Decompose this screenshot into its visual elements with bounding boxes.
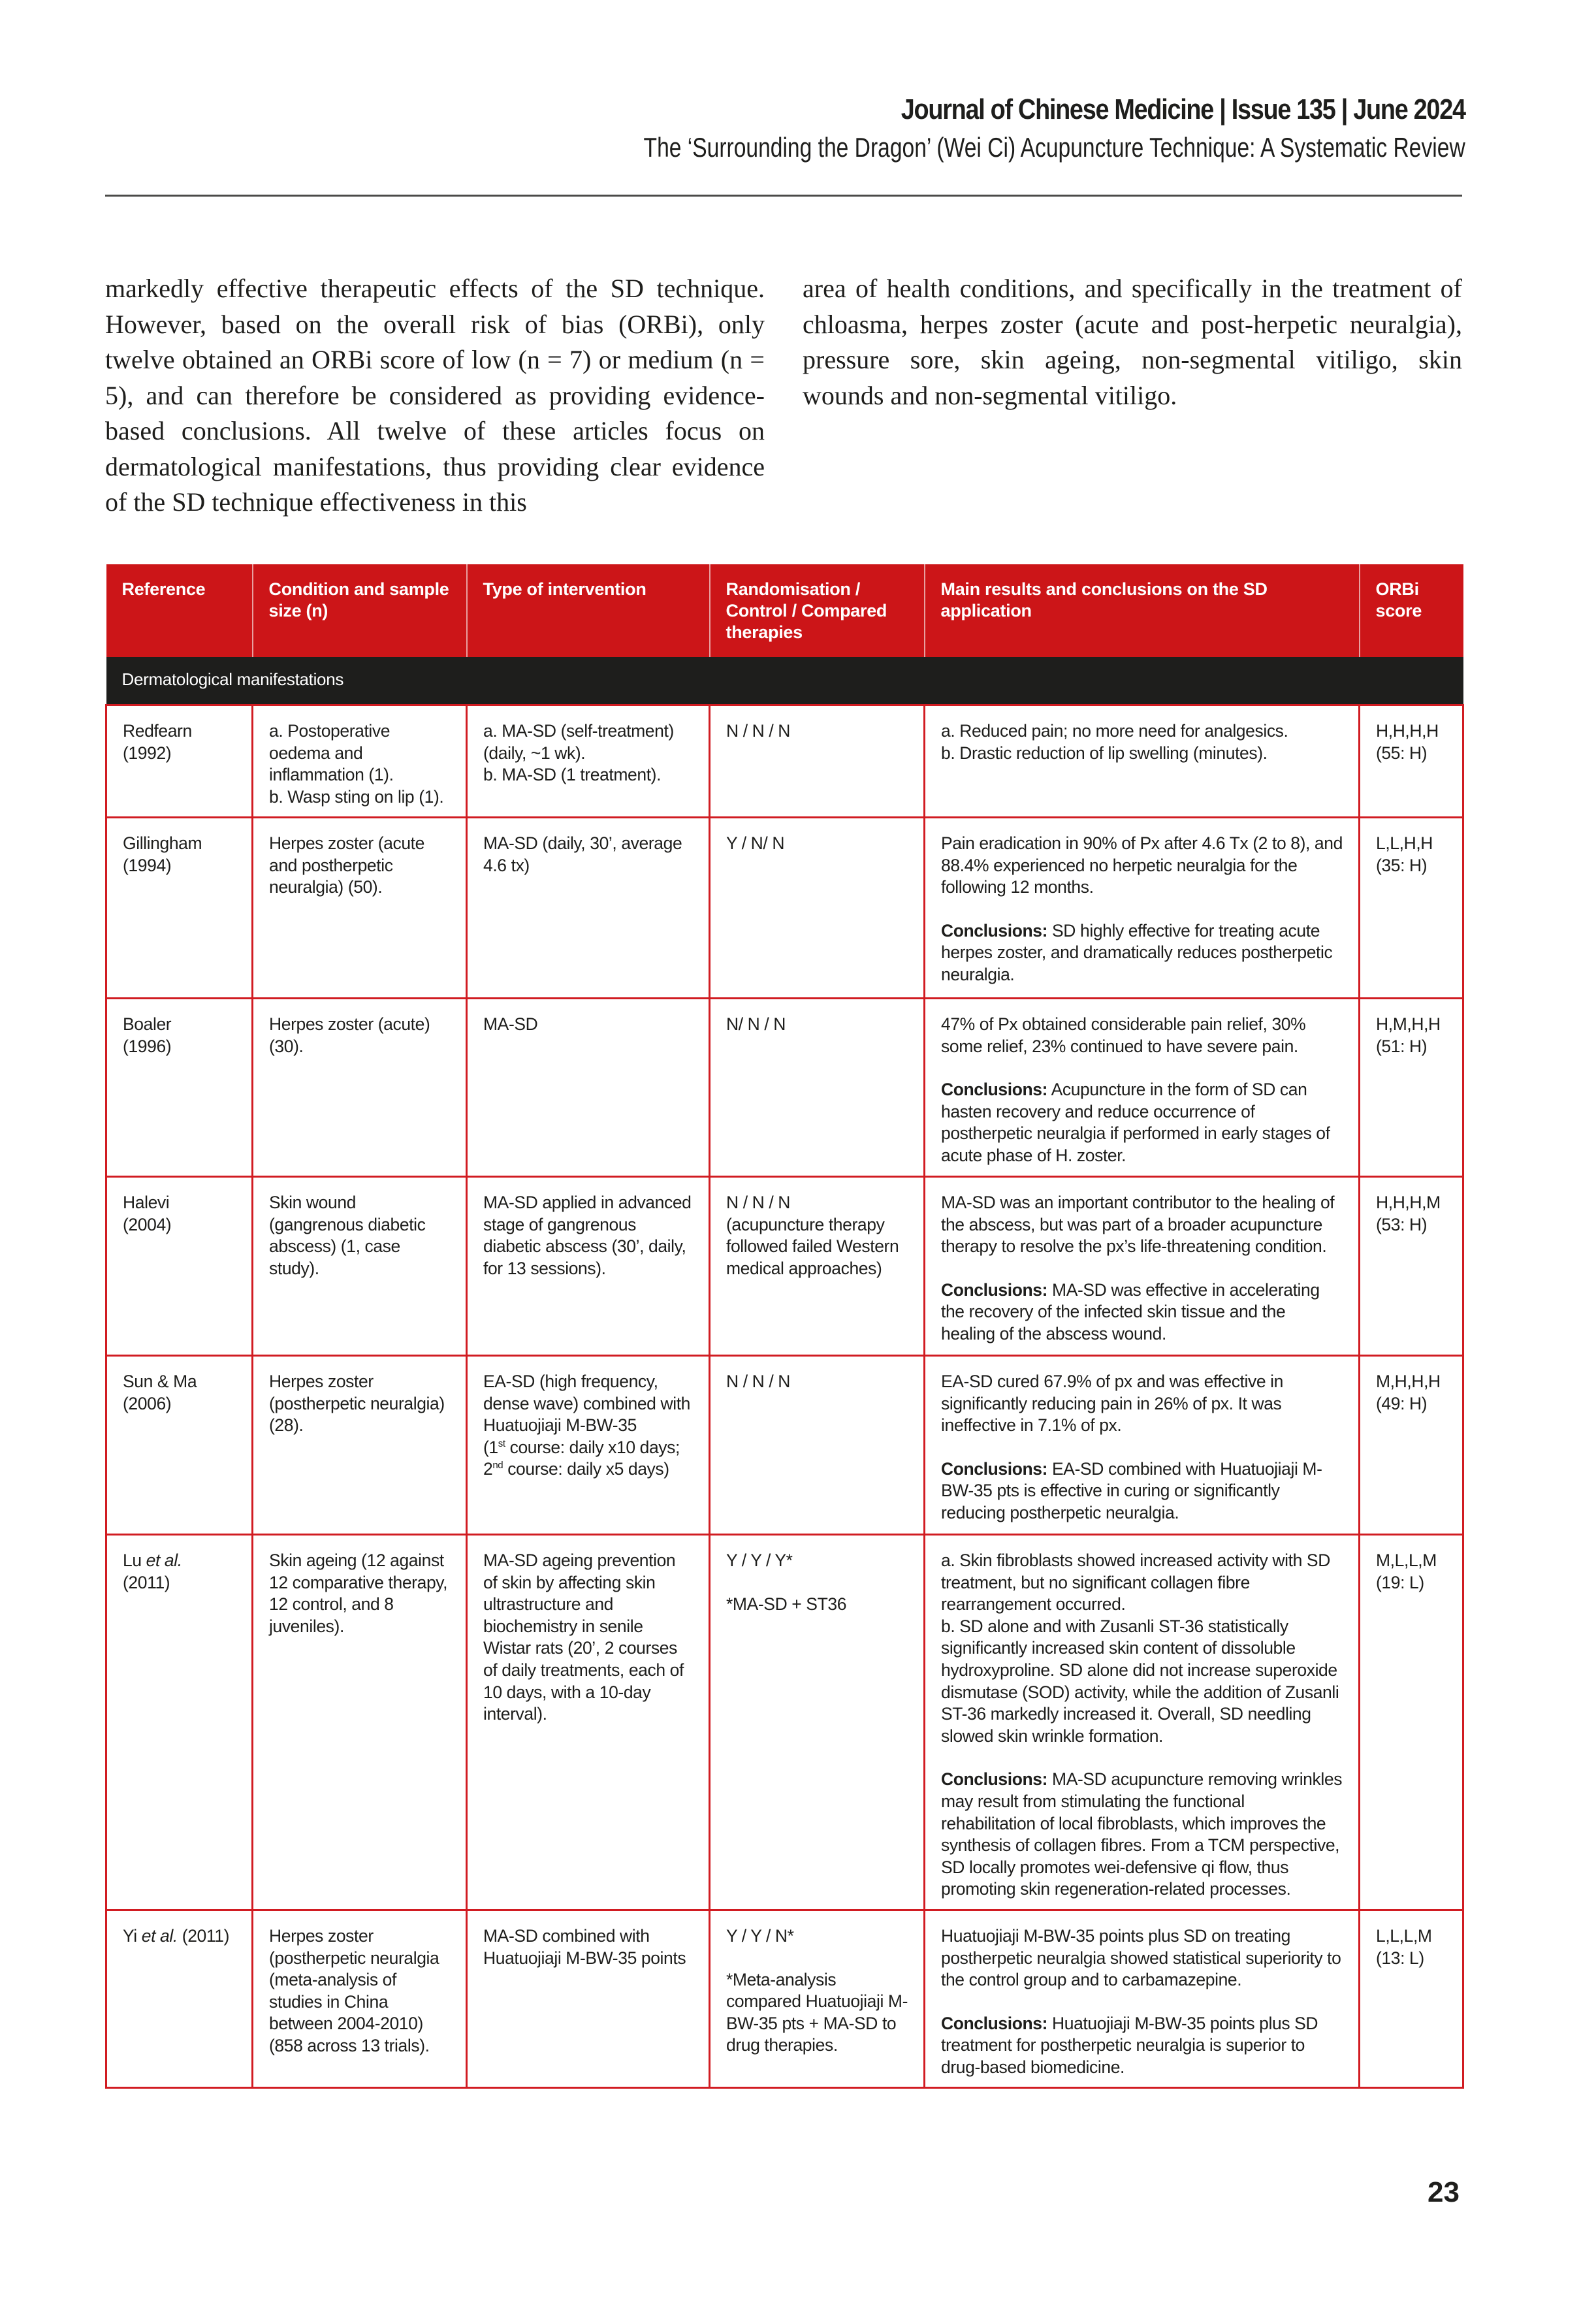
reference-cell: Boaler (1996): [106, 999, 253, 1177]
column-header-intervention: Type of intervention: [467, 564, 710, 657]
column-header-results: Main results and conclusions on the SD application: [925, 564, 1360, 657]
table-row: [106, 1535, 1463, 1910]
orbi-cell: H,M,H,H (51: H): [1360, 999, 1463, 1177]
conclusions-label: Conclusions:: [941, 1769, 1048, 1790]
condition-cell: Herpes zoster (postherpetic neuralgia) (28).: [253, 1356, 467, 1535]
column-header-orbi: ORBi score: [1360, 564, 1463, 657]
orbi-cell: H,H,H,M (53: H): [1360, 1177, 1463, 1356]
orbi-cell: H,H,H,H (55: H): [1360, 705, 1463, 818]
orbi-cell: L,L,L,M (13: L): [1360, 1910, 1463, 2088]
results-cell: a. Reduced pain; no more need for analgesics. b. Drastic reduction of lip swelling (minutes).: [925, 705, 1360, 818]
reference-cell: Sun & Ma (2006): [106, 1356, 253, 1535]
page-number: 23: [1428, 2176, 1460, 2208]
intervention-cell: MA-SD ageing prevention of skin by affecting skin ultrastructure and biochemistry in senile Wistar rats (20’, 2 courses of daily treatments, each of 10 days, with a 10-day interval).: [467, 1535, 710, 1910]
article-title: The ‘Surrounding the Dragon’ (Wei Ci) Acupuncture Technique: A Systematic Review: [643, 132, 1465, 163]
conclusions-label: Conclusions:: [941, 2013, 1048, 2033]
results-cell: MA-SD was an important contributor to the healing of the abscess, but was part of a broader acupuncture therapy to resolve the px’s life-threatening condition. Conclusions: MA-SD was effective in accelerating the recovery of the infected skin tissue and the healing of the abscess wound.: [925, 1177, 1360, 1356]
table-row: [106, 1910, 1463, 2088]
intervention-cell: MA-SD combined with Huatuojiaji M-BW-35 points: [467, 1910, 710, 2088]
randomisation-cell: N/ N / N: [710, 999, 925, 1177]
running-head: [438, 91, 1465, 166]
randomisation-cell: Y / Y / Y* *MA-SD + ST36: [710, 1535, 925, 1910]
randomisation-cell: N / N / N (acupuncture therapy followed failed Western medical approaches): [710, 1177, 925, 1356]
condition-cell: a. Postoperative oedema and inflammation (1). b. Wasp sting on lip (1).: [253, 705, 467, 818]
reference-cell: Gillingham (1994): [106, 818, 253, 999]
conclusions-label: Conclusions:: [941, 1080, 1048, 1100]
intervention-cell: MA-SD (daily, 30’, average 4.6 tx): [467, 818, 710, 999]
condition-cell: Skin wound (gangrenous diabetic abscess) (1, case study).: [253, 1177, 467, 1356]
results-cell: Pain eradication in 90% of Px after 4.6 Tx (2 to 8), and 88.4% experienced no herpetic neuralgia for the following 12 months. Conclusions: SD highly effective for treating acute herpes zoster, and dramatically reduces postherpetic neuralgia.: [925, 818, 1360, 999]
table-row: [106, 705, 1463, 818]
right-column-paragraph: area of health conditions, and specifically in the treatment of chloasma, herpes zoster (acute and post-herpetic neuralgia), pressure sore, skin ageing, non-segmental vitiligo, skin wounds and non-segmental vitiligo.: [803, 274, 1462, 410]
orbi-cell: M,H,H,H (49: H): [1360, 1356, 1463, 1535]
journal-issue-line: Journal of Chinese Medicine | Issue 135 | June 2024: [901, 93, 1465, 125]
condition-cell: Herpes zoster (acute) (30).: [253, 999, 467, 1177]
body-text: [105, 271, 1462, 521]
randomisation-cell: Y / Y / N* *Meta-analysis compared Huatuojiaji M-BW-35 pts + MA-SD to drug therapies.: [710, 1910, 925, 2088]
randomisation-cell: N / N / N: [710, 705, 925, 818]
intervention-cell: a. MA-SD (self-treatment) (daily, ~1 wk). b. MA-SD (1 treatment).: [467, 705, 710, 818]
table-row: [106, 1356, 1463, 1535]
table-row: [106, 1177, 1463, 1356]
section-label: Dermatological manifestations: [106, 657, 1463, 705]
results-cell: 47% of Px obtained considerable pain relief, 30% some relief, 23% continued to have severe pain. Conclusions: Acupuncture in the form of SD can hasten recovery and reduce occurrence of postherpetic neuralgia if performed in early stages of acute phase of H. zoster.: [925, 999, 1360, 1177]
condition-cell: Skin ageing (12 against 12 comparative therapy, 12 control, and 8 juveniles).: [253, 1535, 467, 1910]
table-header-row: [106, 564, 1463, 657]
intervention-cell: MA-SD applied in advanced stage of gangrenous diabetic abscess (30’, daily, for 13 sessions).: [467, 1177, 710, 1356]
right-column: [803, 271, 1462, 521]
results-cell: EA-SD cured 67.9% of px and was effective in significantly reducing pain in 26% of px. It was ineffective in 7.1% of px. Conclusions: EA-SD combined with Huatuojiaji M-BW-35 pts is effective in curing or significantly reducing postherpetic neuralgia.: [925, 1356, 1360, 1535]
conclusions-label: Conclusions:: [941, 1458, 1048, 1479]
table-row: [106, 999, 1463, 1177]
reference-cell: Halevi (2004): [106, 1177, 253, 1356]
orbi-cell: L,L,H,H (35: H): [1360, 818, 1463, 999]
randomisation-cell: N / N / N: [710, 1356, 925, 1535]
intervention-cell: MA-SD: [467, 999, 710, 1177]
reference-cell: Lu et al. (2011): [106, 1535, 253, 1910]
header-divider: [105, 195, 1462, 197]
condition-cell: Herpes zoster (acute and postherpetic neuralgia) (50).: [253, 818, 467, 999]
left-column: [105, 271, 765, 521]
column-header-randomisation: Randomisation / Control / Compared therapies: [710, 564, 925, 657]
results-cell: Huatuojiaji M-BW-35 points plus SD on treating postherpetic neuralgia showed statistical superiority to the control group and to carbamazepine. Conclusions: Huatuojiaji M-BW-35 points plus SD treatment for postherpetic neuralgia is superior to drug-based biomedicine.: [925, 1910, 1360, 2088]
reference-cell: Redfearn (1992): [106, 705, 253, 818]
section-row: [106, 657, 1463, 705]
column-header-reference: Reference: [106, 564, 253, 657]
left-column-paragraph: markedly effective therapeutic effects of the SD technique. However, based on the overall risk of bias (ORBi), only twelve obtained an ORBi score of low (n = 7) or medium (n = 5), and can therefore be considered as providing evidence-based conclusions. All twelve of these articles focus on dermatological manifestations, thus providing clear evidence of the SD technique effectiveness in this: [105, 274, 765, 517]
condition-cell: Herpes zoster (postherpetic neuralgia (meta-analysis of studies in China between 2004-2010) (858 across 13 trials).: [253, 1910, 467, 2088]
systematic-review-table: [105, 564, 1464, 2089]
reference-cell: Yi et al. (2011): [106, 1910, 253, 2088]
column-header-condition: Condition and sample size (n): [253, 564, 467, 657]
orbi-cell: M,L,L,M (19: L): [1360, 1535, 1463, 1910]
conclusions-label: Conclusions:: [941, 1279, 1048, 1300]
randomisation-cell: Y / N/ N: [710, 818, 925, 999]
intervention-cell: EA-SD (high frequency, dense wave) combined with Huatuojiaji M-BW-35 (1st course: daily x10 days; 2nd course: daily x5 days): [467, 1356, 710, 1535]
conclusions-label: Conclusions:: [941, 920, 1048, 940]
results-cell: a. Skin fibroblasts showed increased activity with SD treatment, but no significant collagen fibre rearrangement occurred. b. SD alone and with Zusanli ST-36 statistically significantly increased skin content of dissoluble hydroxyproline. SD alone did not increase superoxide dismutase (SOD) activity, while the addition of Zusanli ST-36 markedly increased it. Overall, SD needling slowed skin wrinkle formation. Conclusions: MA-SD acupuncture removing wrinkles may result from stimulating the functional rehabilitation of local fibroblasts, which improves the synthesis of collagen fibres. From a TCM perspective, SD locally promotes wei-defensive qi flow, thus promoting skin regeneration-related processes.: [925, 1535, 1360, 1910]
table-row: [106, 818, 1463, 999]
